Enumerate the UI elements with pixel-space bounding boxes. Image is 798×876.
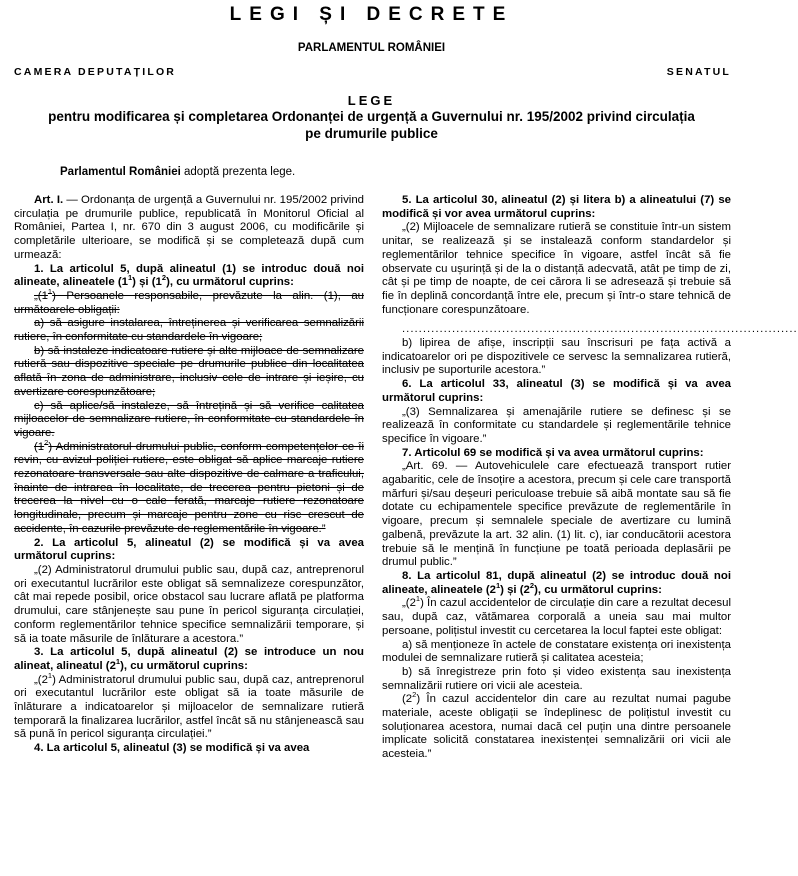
- paragraph-letter-a: a) să menționeze în actele de constatare existența ori inexistența modulei de semnalizare rutieră și calitatea acesteia;: [382, 638, 731, 665]
- omission-dots: ...............................................................................................: [402, 323, 798, 336]
- article-1-intro: [14, 194, 364, 263]
- item-3-body-b: ) Administratorul drumului public sau, după caz, antreprenorul ori executantul lucrărilor este obligat să ia toate măsurile de înlăturare a indicatoarelor și mijloacelor de semnalizare rutieră temporară la finalizarea lucrărilor, astfel încât să nu stânjenească sau să pună în pericol siguranța circulației.”: [14, 673, 364, 741]
- struck-text: ) Administratorul drumului public, conform competențelor ce îi revin, cu avizul poliției rutiere, este obligat să aplice marcaje rutiere rezonatoare transversale sau alte dispozitive de calmare a traficului, înainte de intrarea în localitate, de trecerea pentru pietoni și de trecerea la nivel cu o cale ferată, marcaje rutiere rezonatoare longitudinale, precum și marcaje pentru zone cu risc crescut de accidente, în cazurile prevăzute de reglementările în vigoare.”: [14, 440, 364, 535]
- superscript: 1: [127, 273, 133, 283]
- adoption-text: adoptă prezenta lege.: [180, 166, 296, 178]
- item-3-text: [14, 670, 364, 743]
- item-5-letter-b: b) lipirea de afișe, inscripții sau înscrisuri pe fața activă a indicatoarelor ori pe dispozitivele ce servesc la semnalizarea rutieră, inclusiv pe suporturile acestora.”: [382, 337, 731, 377]
- superscript: 2: [412, 690, 417, 700]
- item-6-text: „(3) Semnalizarea și amenajările rutiere se definesc și se realizează în conformitate cu standardele și reglementările tehnice specifice în vigoare.”: [382, 405, 731, 445]
- law-title: pentru modificarea și completarea Ordonanței de urgență a Guvernului nr. 195/2002 privind circulația pe drumurile publice: [48, 109, 695, 141]
- item-1-heading: [14, 263, 364, 290]
- item-8-text-a: 8. La articolul 81, după alineatul (2) se introduc două noi alineate, alineatele (2: [382, 569, 731, 596]
- item-5-text: „(2) Mijloacele de semnalizare rutieră se constituie într-un sistem unitar, se realizează și se instalează conform standardelor și reglementărilor tehnice specifice în vigoare, astfel încât să fie observate cu ușurință și de la o distanță adecvată, atât pe timp de zi, cât și pe timp de noapte, de cei cărora li se adresează și trebuie să fie în deplină concordanță între ele, precum și într-o stare tehnică de funcționare corespunzătoare.: [382, 221, 731, 316]
- superscript: 1: [495, 580, 501, 590]
- article-1-label: Art. I.: [34, 194, 64, 206]
- struck-paragraph-1-2: [14, 437, 364, 537]
- article-1-text: — Ordonanța de urgență a Guvernului nr. 195/2002 privind circulația pe drumurile publice, republicată în Monitorul Oficial al României, Partea I, nr. 670 din 3 august 2006, cu modificările și completările ulterioare, se modifică și se completează după cum urmează:: [14, 194, 364, 261]
- law-type-heading: LEGE: [347, 93, 396, 108]
- parliament-name: Parlamentul României: [60, 166, 181, 178]
- item-8-text-b: ) și (2: [500, 583, 530, 596]
- paragraph-letter-b: b) să înregistreze prin foto și video existența sau inexistența semnalizării rutiere ori vicii ale acesteia.: [382, 665, 731, 692]
- item-4-heading: 4. La articolul 5, alineatul (3) se modifică și va avea: [34, 742, 310, 755]
- struck-text: (1: [34, 440, 45, 453]
- item-8-heading: [382, 570, 731, 597]
- item-3-text-b: ), cu următorul cuprins:: [120, 659, 248, 672]
- item-3-body-a: „(2: [34, 673, 48, 686]
- paragraph-2-1-a: „(2: [402, 597, 416, 610]
- struck-item-c: c) să aplice/să instaleze, să întrețină și să verifice calitatea mijloacelor de semnalizare rutiere, în conformitate cu standardele în vigoare.: [14, 399, 364, 439]
- struck-item-b: b) să instaleze indicatoare rutiere și alte mijloace de semnalizare rutieră sau dispozitive speciale pe drumurile publice din localitatea aflată în zona de administrare, inclusiv cele de intrare și ieșire, cu avertizare corespunzătoare;: [14, 344, 364, 398]
- paragraph-2-2: [382, 690, 731, 762]
- item-3-text-a: 3. La articolul 5, după alineatul (2) se introduce un nou alineat, alineatul (2: [14, 646, 364, 672]
- left-column: [14, 194, 364, 876]
- struck-text: ) Persoanele responsabile, prevăzute la alin. (1), au următoarele obligații:: [14, 289, 364, 316]
- paragraph-2-1-b: ) În cazul accidentelor de circulație din care a rezultat decesul sau, după caz, vătămarea corporală a uneia sau mai multor persoane, polițistul investit cu cercetarea la locul faptei este obligat:: [382, 597, 731, 637]
- item-2-heading: 2. La articolul 5, alineatul (2) se modifică și va avea următorul cuprins:: [14, 536, 364, 563]
- section-title: LEGI ȘI DECRETE: [229, 4, 514, 25]
- superscript: 2: [529, 580, 535, 590]
- superscript: 2: [161, 273, 167, 283]
- superscript: 2: [44, 437, 49, 447]
- item-7-text: „Art. 69. — Autovehiculele care efectuează transport rutier agabaritic, cele de însoțire a acestora, precum și cele care transportă mărfuri și/sau deșeuri periculoase trebuie să aibă montate sau să fie dotate cu echipamentele specifice prevăzute de reglementările în vigoare, precum și semnalele speciale de avertizare cu lumină galbenă, prevăzute la art. 32 alin. (1) lit. c), iar conducătorii acestora trebuie să le mențină în funcțiune pe toată perioada deplasării pe drumul public.”: [382, 460, 731, 569]
- item-8-text-c: ), cu următorul cuprins:: [534, 583, 662, 596]
- parliament-heading: PARLAMENTUL ROMÂNIEI: [297, 42, 446, 54]
- paragraph-2-1: [382, 594, 731, 638]
- item-3-heading: [14, 646, 364, 673]
- item-2-text: „(2) Administratorul drumului public sau, după caz, antreprenorul ori executantul lucrărilor este obligat să semnalizeze corespunzător, cât mai repede posibil, orice obstacol sau lucrare aflată pe platforma drumului, care stânjenește sau pune în pericol siguranța circulației, conform reglementărilor tehnice specifice semnalizării temporare, și să ia toate măsurile de înlăturare a acestora.”: [14, 563, 364, 645]
- item-5-heading: 5. La articolul 30, alineatul (2) și litera b) a alineatului (7) se modifică și vor avea următorul cuprins:: [382, 194, 731, 220]
- chamber-deputies-heading: CAMERA DEPUTAȚILOR: [14, 66, 177, 78]
- superscript: 1: [47, 670, 53, 680]
- superscript: 1: [415, 594, 421, 604]
- item-7-heading: 7. Articolul 69 se modifică și va avea următorul cuprins:: [402, 446, 704, 459]
- struck-item-a: a) să asigure instalarea, întreținerea și verificarea semnalizării rutiere, în conformitate cu standardele în vigoare;: [14, 317, 364, 344]
- superscript: 1: [47, 287, 53, 297]
- superscript: 1: [115, 657, 121, 667]
- right-column: [382, 194, 798, 876]
- item-1-text-c: ), cu următorul cuprins:: [166, 276, 294, 289]
- item-6-heading: 6. La articolul 33, alineatul (3) se modifică și va avea următorul cuprins:: [382, 378, 731, 404]
- adoption-statement: [60, 166, 295, 180]
- struck-text: „(1: [34, 289, 48, 302]
- paragraph-2-2-b: ) În cazul accidentelor din care au rezultat numai pagube materiale, aceste obligații se îndeplinesc de polițistul investit cu soluționarea acestora, numai dacă cel puțin una dintre persoanele implicate solicită constatarea inexistenței semnalizării ori vicii ale acesteia.”: [382, 693, 731, 761]
- senate-heading: SENATUL: [666, 66, 731, 78]
- item-1-text-a: 1. La articolul 5, după alineatul (1) se introduc două noi alineate, alineatele (1: [14, 262, 364, 289]
- item-1-text-b: ) și (1: [132, 276, 162, 289]
- struck-paragraph-1-1: [14, 287, 364, 317]
- paragraph-2-2-a: (2: [402, 693, 413, 706]
